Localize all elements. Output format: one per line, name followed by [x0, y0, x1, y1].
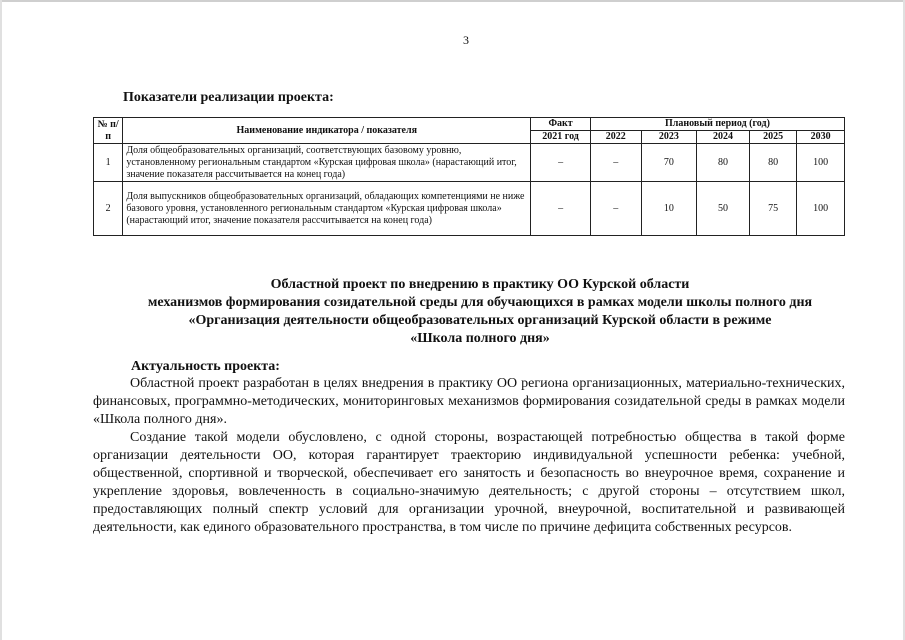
plan-value: 100: [797, 144, 845, 182]
plan-value: 80: [749, 144, 797, 182]
plan-value: 80: [697, 144, 750, 182]
scan-edge: [0, 0, 905, 2]
body-paragraph: Областной проект разработан в целях внедрения в практику ОО региона организационных, материально-технических, финансовых, программно-методических, мониторинговых механизмов формирования созидательной среды в рамках модели «Школа полного дня».: [93, 376, 845, 427]
col-name-header: Наименование индикатора / показателя: [123, 118, 531, 144]
fact-value: –: [531, 182, 591, 236]
plan-value: 10: [641, 182, 697, 236]
plan-value: –: [590, 182, 641, 236]
indicators-table: [93, 117, 845, 236]
heading-line: «Организация деятельности общеобразовательных организаций Курской области в режиме: [188, 313, 772, 328]
section-title: Показатели реализации проекта:: [123, 90, 334, 105]
plan-year: 2024: [697, 131, 750, 144]
indicator-name: Доля выпускников общеобразовательных организаций, обладающих компетенциями не ниже базового уровня, установленного региональным стандартом «Курская цифровая школа» (нарастающий итог, значение показателя рассчитывается на конец года): [123, 182, 531, 236]
plan-value: 50: [697, 182, 750, 236]
plan-year: 2022: [590, 131, 641, 144]
heading-line: Областной проект по внедрению в практику ОО Курской области: [270, 277, 690, 292]
body-paragraph: Создание такой модели обусловлено, с одной стороны, возрастающей потребностью общества в такой форме организации деятельности ОО, которая гарантирует траекторию индивидуальной успешности ребенка: учебной, общественной, спортивной и творческой, обеспечивает его занятость и безопасность во внеурочное время, сохранение и укрепление здоровья, вовлеченность в социально-значимую деятельность; с другой стороны – отсутствием школ, предоставляющих полный спектр условий для организации урочной, внеурочной, воспитательной и развивающей деятельности, как единого образовательного пространства, в том числе по причине дефицита собственных ресурсов.: [93, 430, 845, 535]
relevance-subheading: Актуальность проекта:: [131, 359, 280, 374]
table-row: [94, 182, 845, 236]
page-number: 3: [463, 33, 469, 47]
fact-year: 2021 год: [531, 131, 591, 144]
plan-year: 2030: [797, 131, 845, 144]
plan-year: 2025: [749, 131, 797, 144]
row-number: 2: [94, 182, 123, 236]
col-plan-header: Плановый период (год): [590, 118, 844, 131]
plan-value: 100: [797, 182, 845, 236]
plan-value: 75: [749, 182, 797, 236]
heading-line: механизмов формирования созидательной среды для обучающихся в рамках модели школы полного дня: [147, 295, 813, 310]
col-number-header: № п/п: [94, 118, 123, 144]
table-row: [94, 144, 845, 182]
col-fact-header: Факт: [531, 118, 591, 131]
heading-line: «Школа полного дня»: [410, 331, 550, 346]
row-number: 1: [94, 144, 123, 182]
plan-value: 70: [641, 144, 697, 182]
scan-edge: [0, 0, 2, 640]
fact-value: –: [531, 144, 591, 182]
plan-value: –: [590, 144, 641, 182]
indicator-name: Доля общеобразовательных организаций, соответствующих базовому уровню, установленному региональным стандартом «Курская цифровая школа» (нарастающий итог, значение показателя рассчитывается на конец года): [123, 144, 531, 182]
plan-year: 2023: [641, 131, 697, 144]
project-heading: [100, 276, 860, 348]
